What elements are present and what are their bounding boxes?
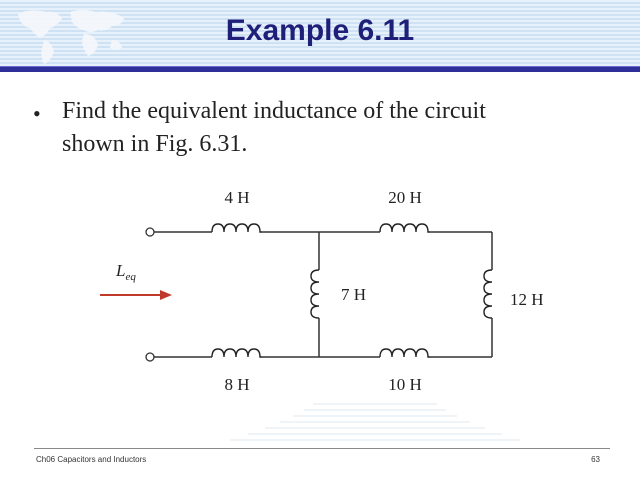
footer-rule — [34, 448, 610, 449]
terminal-top — [146, 228, 154, 236]
inductor-8h-coil — [212, 349, 262, 357]
terminal-bottom — [146, 353, 154, 361]
slide-title: Example 6.11 — [225, 14, 415, 47]
circuit-wires — [154, 232, 492, 357]
bullet-dot: • — [33, 101, 41, 126]
inductor-4h-coil — [212, 224, 262, 232]
label-8h: 8 H — [224, 375, 250, 394]
label-20h: 20 H — [388, 188, 422, 207]
inductor-20h-coil — [380, 224, 430, 232]
footer-chapter: Ch06 Capacitors and Inductors — [36, 455, 147, 464]
bullet-line-1: Find the equivalent inductance of the circuit — [62, 98, 486, 124]
label-4h: 4 H — [224, 188, 250, 207]
inductor-7h-coil — [311, 270, 319, 318]
label-7h: 7 H — [341, 285, 367, 304]
label-10h: 10 H — [388, 375, 422, 394]
inductor-10h-coil — [380, 349, 430, 357]
footer-page-number: 63 — [591, 455, 600, 464]
decorative-fan — [230, 404, 520, 440]
leq-label: $L_{eq}$ — [116, 261, 136, 283]
bullet-line-2: shown in Fig. 6.31. — [62, 131, 248, 157]
inductor-12h-coil — [484, 270, 492, 318]
label-12h: 12 H — [510, 290, 544, 309]
input-arrow — [100, 290, 172, 300]
